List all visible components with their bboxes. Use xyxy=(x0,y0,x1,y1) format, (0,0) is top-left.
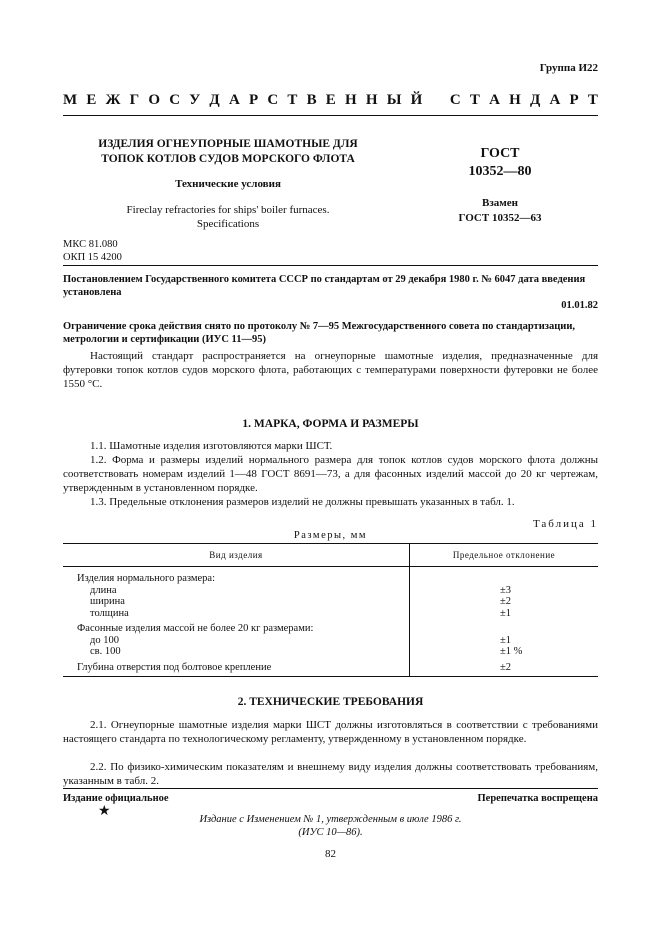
row-product-type: Глубина отверстия под болтовое крепление xyxy=(63,658,410,677)
banner-letter: Т xyxy=(287,92,298,108)
validity-limit-text: Ограничение срока действия снято по протоколу № 7—95 Межгосударственного совета по стандартизации, метрологии и сертификации (ИУС 11—95) xyxy=(63,321,576,345)
table-row xyxy=(63,658,598,677)
row-deviation: ±1 xyxy=(500,634,512,646)
header-divider xyxy=(63,115,598,116)
gost-number: 10352—80 xyxy=(468,164,532,179)
table-row xyxy=(63,567,598,585)
replaces-number: ГОСТ 10352—63 xyxy=(458,212,542,224)
english-title-line-2: Specifications xyxy=(196,218,260,230)
banner-letter: Ж xyxy=(105,92,121,108)
table-row xyxy=(63,585,598,597)
codes-divider xyxy=(63,265,598,266)
section-2-heading: 2. ТЕХНИЧЕСКИЕ ТРЕБОВАНИЯ xyxy=(237,696,424,708)
document-subtitle: Технические условия xyxy=(175,178,281,190)
paragraph-1-3: 1.3. Предельные отклонения размеров изделий не должны превышать указанных в табл. 1. xyxy=(90,496,515,508)
replaces-block xyxy=(430,196,570,226)
banner-letter: Е xyxy=(325,92,336,108)
classification-codes xyxy=(63,238,122,264)
banner-letter: А xyxy=(228,92,240,108)
row-deviation: ±3 xyxy=(500,584,512,596)
row-product-type: ширина xyxy=(63,596,410,608)
document-title xyxy=(63,137,393,167)
paragraph-1-2: 1.2. Форма и размеры изделий нормального размера для топок котлов судов морского флота должны соответствовать номерам изделий 1—48 ГОСТ 8691—73, а для фасонных изделий массой до 20 кг чертежам, утвержденным в установленном порядке. xyxy=(63,454,598,494)
decree-text: Постановлением Государственного комитета СССР по стандартам от 29 декабря 1980 г. № 6047 дата введения установлена xyxy=(63,274,586,298)
english-title-line-1: Fireclay refractories for ships' boiler furnaces. xyxy=(126,204,330,216)
intro-paragraph: Настоящий стандарт распространяется на огнеупорные шамотные изделия, предназначенные для футеровки топок котлов судов морского флота, работающих с температурами поверхности футеровки не более 1550 °С. xyxy=(63,350,598,390)
banner-letter: Т xyxy=(469,92,480,108)
row-product-type: Изделия нормального размера: xyxy=(63,567,410,585)
title-line-2: ТОПОК КОТЛОВ СУДОВ МОРСКОГО ФЛОТА xyxy=(101,153,355,165)
banner-letter: Й xyxy=(410,92,423,108)
paragraph-1-1: 1.1. Шамотные изделия изготовляются марки ШСТ. xyxy=(90,440,333,452)
banner-letter: О xyxy=(148,92,160,108)
banner-letter: Ы xyxy=(386,92,402,108)
group-code: Группа И22 xyxy=(539,62,598,74)
table-row xyxy=(63,608,598,620)
tolerance-table xyxy=(63,543,598,677)
row-product-type: длина xyxy=(63,585,410,597)
table-row xyxy=(63,646,598,658)
table-row xyxy=(63,596,598,608)
gost-label: ГОСТ xyxy=(480,146,520,161)
table-header-product-type: Вид изделия xyxy=(63,544,410,567)
okp-code: ОКП 15 4200 xyxy=(63,252,122,263)
table-header-deviation: Предельное отклонение xyxy=(410,544,599,567)
amendment-note xyxy=(63,813,598,839)
table-row xyxy=(63,635,598,647)
banner-letter: А xyxy=(549,92,561,108)
banner-letter: Д xyxy=(209,92,220,108)
row-product-type: св. 100 xyxy=(63,646,410,658)
paragraph-2-1: 2.1. Огнеупорные шамотные изделия марки ШСТ должны изготовляться в соответствии с требованиями настоящего стандарта по технологическому регламенту, утвержденному в установленном порядке. xyxy=(63,719,598,745)
table-1-units: Размеры, мм xyxy=(293,530,368,541)
official-edition: Издание официальное xyxy=(63,793,169,804)
mks-code: МКС 81.080 xyxy=(63,239,118,250)
row-deviation xyxy=(410,567,599,585)
amendment-note-line-1: Издание с Изменением № 1, утвержденным в июле 1986 г. xyxy=(199,814,462,825)
row-product-type: Фасонные изделия массой не более 20 кг размерами: xyxy=(63,619,410,635)
banner-letter: Н xyxy=(344,92,357,108)
row-deviation: ±1 % xyxy=(500,646,523,657)
section-1-heading: 1. МАРКА, ФОРМА И РАЗМЕРЫ xyxy=(242,418,419,430)
banner-letter: А xyxy=(489,92,500,108)
star-icon: ★ xyxy=(98,804,111,819)
banner-letter: М xyxy=(63,92,78,108)
paragraph-2-2: 2.2. По физико-химическим показателям и внешнему виду изделия должны соответствовать требованиям, указанным в табл. 2. xyxy=(63,761,598,787)
footer-divider xyxy=(63,788,598,789)
banner-letter: Р xyxy=(569,92,579,108)
table-row xyxy=(63,619,598,635)
banner-letter: Р xyxy=(248,92,259,108)
row-deviation: ±2 xyxy=(410,658,599,677)
title-line-1: ИЗДЕЛИЯ ОГНЕУПОРНЫЕ ШАМОТНЫЕ ДЛЯ xyxy=(98,138,358,150)
replaces-label: Взамен xyxy=(482,197,518,209)
banner-letter: С xyxy=(267,92,279,108)
banner-letter: Д xyxy=(529,92,541,108)
banner-letter: В xyxy=(306,92,317,108)
row-product-type: до 100 xyxy=(63,635,410,647)
row-deviation xyxy=(410,619,599,635)
banner-letter: Е xyxy=(86,92,97,108)
banner-letter: Г xyxy=(129,92,140,108)
banner-letter: У xyxy=(189,92,201,108)
standard-banner xyxy=(63,92,598,109)
banner-letter: С xyxy=(449,92,461,108)
page-number: 82 xyxy=(325,848,336,860)
banner-letter: С xyxy=(169,92,181,108)
banner-letter: Н xyxy=(365,92,378,108)
row-deviation: ±2 xyxy=(500,596,512,607)
banner-letter: Н xyxy=(509,92,521,108)
banner-letter: Т xyxy=(587,92,598,108)
table-1-label: Таблица 1 xyxy=(532,518,598,530)
gost-number-block xyxy=(430,145,570,181)
row-deviation: ±1 xyxy=(500,607,512,619)
effective-date: 01.01.82 xyxy=(561,300,598,311)
english-title xyxy=(63,203,393,231)
amendment-note-line-2: (ИУС 10—86). xyxy=(298,827,363,838)
reprint-notice: Перепечатка воспрещена xyxy=(477,793,598,804)
row-product-type: толщина xyxy=(63,608,410,620)
